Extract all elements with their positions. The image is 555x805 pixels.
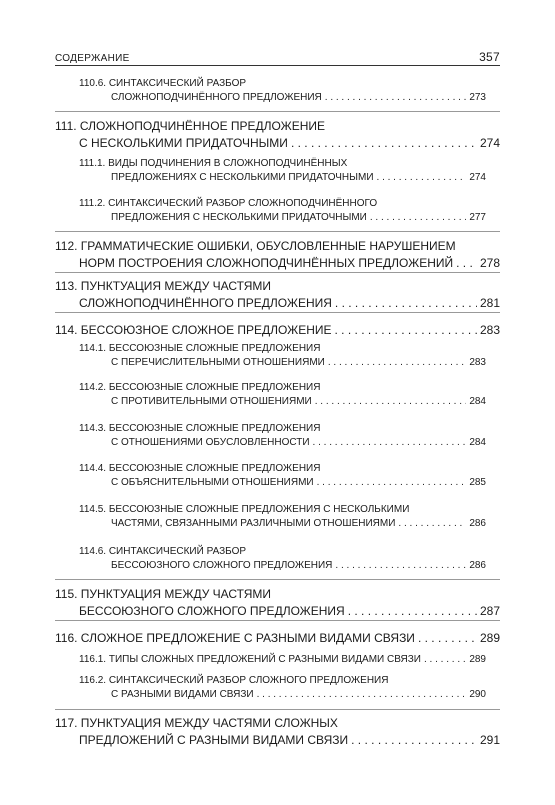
dot-leader: [313, 437, 467, 448]
toc-entry[interactable]: [55, 279, 500, 310]
dot-leader: [335, 323, 477, 337]
toc-entry-title-continuation: НОРМ ПОСТРОЕНИЯ СЛОЖНОПОДЧИНЁННЫХ ПРЕДЛОЖЕНИЙ: [79, 256, 454, 270]
toc-entry-leader-line: [79, 396, 500, 407]
dot-leader: [424, 654, 466, 665]
toc-entry-title-continuation: 116. СЛОЖНОЕ ПРЕДЛОЖЕНИЕ С РАЗНЫМИ ВИДАМИ СВЯЗИ: [55, 631, 415, 645]
toc-entry-title-line: 111. СЛОЖНОПОДЧИНЁННОЕ ПРЕДЛОЖЕНИЕ: [55, 119, 325, 133]
toc-entry-page-number: 273: [469, 92, 486, 103]
dot-leader: [377, 172, 467, 183]
toc-entry-title-continuation: С ПРОТИВИТЕЛЬНЫМИ ОТНОШЕНИЯМИ: [111, 396, 312, 407]
toc-entry[interactable]: [55, 423, 500, 448]
toc-entry-leader-line: [55, 136, 500, 150]
toc-entry-title-continuation: СЛОЖНОПОДЧИНЁННОГО ПРЕДЛОЖЕНИЯ: [111, 92, 322, 103]
toc-entry-page-number: 291: [479, 733, 500, 747]
toc-entry[interactable]: [55, 504, 500, 529]
toc-entry-leader-line: [55, 296, 500, 310]
section-divider: [55, 272, 500, 273]
toc-entry-title-continuation: 116.1. ТИПЫ СЛОЖНЫХ ПРЕДЛОЖЕНИЙ С РАЗНЫМИ ВИДАМИ СВЯЗИ: [79, 654, 421, 665]
toc-entry[interactable]: [55, 675, 500, 700]
toc-entry[interactable]: [55, 119, 500, 150]
dot-leader: [456, 256, 477, 270]
toc-entry-page-number: 289: [479, 631, 500, 645]
toc-entry-page-number: 278: [479, 256, 500, 270]
toc-entry-leader-line: [79, 172, 500, 183]
toc-entry-leader-line: [79, 518, 500, 529]
toc-entry-title-line: 114.5. БЕССОЮЗНЫЕ СЛОЖНЫЕ ПРЕДЛОЖЕНИЯ С НЕСКОЛЬКИМИ: [79, 504, 410, 515]
toc-entry-title-continuation: С ПЕРЕЧИСЛИТЕЛЬНЫМИ ОТНОШЕНИЯМИ: [111, 357, 325, 368]
toc-entry-leader-line: [55, 631, 500, 645]
toc-entry-title-line: 115. ПУНКТУАЦИЯ МЕЖДУ ЧАСТЯМИ: [55, 587, 272, 601]
toc-entry-leader-line: [55, 323, 500, 337]
toc-entry-title-continuation: С ОТНОШЕНИЯМИ ОБУСЛОВЛЕННОСТИ: [111, 437, 310, 448]
toc-entry-leader-line: [55, 256, 500, 270]
dot-leader: [335, 296, 477, 310]
toc-entry-leader-line: [79, 437, 500, 448]
toc-entry-page-number: 284: [469, 437, 486, 448]
toc-entry-title-continuation: ПРЕДЛОЖЕНИЯ С НЕСКОЛЬКИМИ ПРИДАТОЧНЫМИ: [111, 212, 367, 223]
running-header: [55, 50, 500, 64]
toc-entry-page-number: 287: [479, 604, 500, 618]
toc-entry-page-number: 289: [469, 654, 486, 665]
toc-entry-leader-line: [79, 560, 500, 571]
toc-entry[interactable]: [55, 239, 500, 270]
toc-entry[interactable]: [55, 651, 500, 665]
toc-entry-page-number: 284: [469, 396, 486, 407]
toc-entry-page-number: 274: [479, 136, 500, 150]
toc-entry-leader-line: [79, 477, 500, 488]
toc-entry-page-number: 277: [469, 212, 486, 223]
toc-entry-title-line: 111.1. ВИДЫ ПОДЧИНЕНИЯ В СЛОЖНОПОДЧИНЁННЫХ: [79, 158, 348, 169]
dot-leader: [335, 560, 466, 571]
dot-leader: [325, 92, 467, 103]
toc-entry-title-line: 112. ГРАММАТИЧЕСКИЕ ОШИБКИ, ОБУСЛОВЛЕННЫЕ НАРУШЕНИЕМ: [55, 239, 456, 253]
toc-entry-page-number: 286: [469, 560, 486, 571]
dot-leader: [291, 136, 477, 150]
toc-entry[interactable]: [55, 587, 500, 618]
toc-entry[interactable]: [55, 343, 500, 368]
toc-entry-leader-line: [79, 357, 500, 368]
toc-entry[interactable]: [55, 158, 500, 183]
header-title: СОДЕРЖАНИЕ: [55, 53, 130, 64]
dot-leader: [351, 733, 477, 747]
toc-entry-title-line: 114.1. БЕССОЮЗНЫЕ СЛОЖНЫЕ ПРЕДЛОЖЕНИЯ: [79, 343, 321, 354]
dot-leader: [398, 518, 466, 529]
toc-entry-title-line: 114.3. БЕССОЮЗНЫЕ СЛОЖНЫЕ ПРЕДЛОЖЕНИЯ: [79, 423, 321, 434]
toc-entry-leader-line: [55, 604, 500, 618]
section-divider: [55, 231, 500, 232]
toc-entry[interactable]: [55, 463, 500, 488]
toc-entry-title-continuation: С РАЗНЫМИ ВИДАМИ СВЯЗИ: [111, 689, 254, 700]
toc-entry-page-number: 283: [469, 357, 486, 368]
toc-entry-title-continuation: ЧАСТЯМИ, СВЯЗАННЫМИ РАЗЛИЧНЫМИ ОТНОШЕНИЯМИ: [111, 518, 396, 529]
toc-entry-leader-line: [79, 689, 500, 700]
toc-entry-title-continuation: БЕССОЮЗНОГО СЛОЖНОГО ПРЕДЛОЖЕНИЯ: [79, 604, 345, 618]
section-divider: [55, 709, 500, 710]
toc-entry[interactable]: [55, 78, 500, 103]
toc-entry-title-continuation: С ОБЪЯСНИТЕЛЬНЫМИ ОТНОШЕНИЯМИ: [111, 477, 314, 488]
dot-leader: [418, 631, 477, 645]
toc-entry[interactable]: [55, 546, 500, 571]
toc-entry-title-line: 113. ПУНКТУАЦИЯ МЕЖДУ ЧАСТЯМИ: [55, 279, 272, 293]
toc-entry-title-line: 117. ПУНКТУАЦИЯ МЕЖДУ ЧАСТЯМИ СЛОЖНЫХ: [55, 716, 338, 730]
toc-entry-title-continuation: 114. БЕССОЮЗНОЕ СЛОЖНОЕ ПРЕДЛОЖЕНИЕ: [55, 323, 332, 337]
toc-entry-page-number: 286: [469, 518, 486, 529]
toc-entry[interactable]: [55, 320, 500, 337]
dot-leader: [315, 396, 467, 407]
toc-entry-title-continuation: БЕССОЮЗНОГО СЛОЖНОГО ПРЕДЛОЖЕНИЯ: [111, 560, 333, 571]
toc-entry[interactable]: [55, 628, 500, 645]
section-divider: [55, 579, 500, 580]
toc-entry[interactable]: [55, 716, 500, 747]
toc-entry-leader-line: [79, 212, 500, 223]
toc-entry-page-number: 281: [479, 296, 500, 310]
toc-entry-page-number: 285: [469, 477, 486, 488]
toc-entry[interactable]: [55, 382, 500, 407]
dot-leader: [257, 689, 467, 700]
toc-entry-title-line: 116.2. СИНТАКСИЧЕСКИЙ РАЗБОР СЛОЖНОГО ПРЕДЛОЖЕНИЯ: [79, 675, 389, 686]
toc-entry-title-continuation: СЛОЖНОПОДЧИНЁННОГО ПРЕДЛОЖЕНИЯ: [79, 296, 332, 310]
dot-leader: [328, 357, 466, 368]
dot-leader: [370, 212, 466, 223]
toc-entry-leader-line: [55, 733, 500, 747]
section-divider: [55, 620, 500, 621]
toc-entry-page-number: 283: [479, 323, 500, 337]
section-divider: [55, 312, 500, 313]
toc-entry-title-line: 114.2. БЕССОЮЗНЫЕ СЛОЖНЫЕ ПРЕДЛОЖЕНИЯ: [79, 382, 321, 393]
toc-entry-title-line: 114.6. СИНТАКСИЧЕСКИЙ РАЗБОР: [79, 546, 247, 557]
toc-entry-title-line: 114.4. БЕССОЮЗНЫЕ СЛОЖНЫЕ ПРЕДЛОЖЕНИЯ: [79, 463, 321, 474]
section-divider: [55, 111, 500, 112]
toc-entry-title-continuation: ПРЕДЛОЖЕНИЙ С РАЗНЫМИ ВИДАМИ СВЯЗИ: [79, 733, 349, 747]
toc-entry[interactable]: [55, 198, 500, 223]
toc-entry-page-number: 274: [469, 172, 486, 183]
header-rule: [55, 65, 500, 66]
toc-entry-title-continuation: ПРЕДЛОЖЕНИЯХ С НЕСКОЛЬКИМИ ПРИДАТОЧНЫМИ: [111, 172, 374, 183]
toc-entry-title-continuation: С НЕСКОЛЬКИМИ ПРИДАТОЧНЫМИ: [79, 136, 288, 150]
dot-leader: [317, 477, 467, 488]
toc-entry-leader-line: [79, 654, 500, 665]
dot-leader: [348, 604, 477, 618]
toc-entry-page-number: 290: [469, 689, 486, 700]
header-page-number: 357: [479, 50, 500, 64]
toc-entry-title-line: 111.2. СИНТАКСИЧЕСКИЙ РАЗБОР СЛОЖНОПОДЧИНЁННОГО: [79, 198, 378, 209]
toc-entry-leader-line: [79, 92, 500, 103]
toc-entry-title-line: 110.6. СИНТАКСИЧЕСКИЙ РАЗБОР: [79, 78, 247, 89]
